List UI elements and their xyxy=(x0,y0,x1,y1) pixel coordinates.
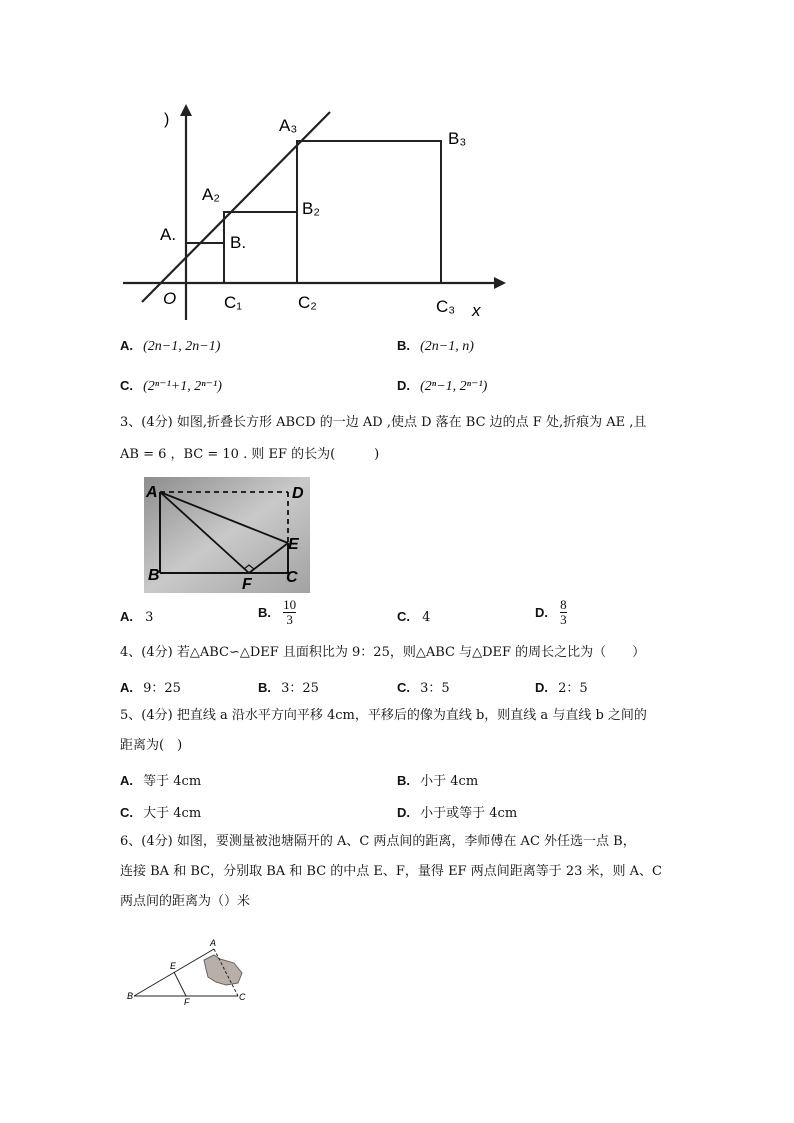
q5-option-c[interactable]: C. 大于 4cm xyxy=(120,805,202,821)
q2-option-a[interactable] xyxy=(120,338,220,355)
q3-stem-line1: 3、(4分) 如图,折叠长方形 ABCD 的一边 AD ,使点 D 落在 BC 边的点 F 处,折痕为 AE ,且 xyxy=(120,415,647,430)
q3-stem-line2: AB = 6 ，BC = 10 . 则 EF 的长为( ) xyxy=(120,447,380,462)
svg-text:A: A xyxy=(146,484,158,501)
label-x: x xyxy=(472,301,481,320)
svg-text:E: E xyxy=(170,961,177,971)
option-letter: D. xyxy=(397,378,410,393)
label-o: O xyxy=(163,289,177,308)
option-text: (2ⁿ⁻¹+1, 2ⁿ⁻¹) xyxy=(143,379,222,394)
x-axis-arrow xyxy=(494,277,506,289)
svg-text:C: C xyxy=(286,569,298,586)
label-c1: C₁ xyxy=(224,293,243,312)
q2-option-c[interactable] xyxy=(120,378,222,395)
q5-option-b[interactable]: B. 小于 4cm xyxy=(397,773,479,789)
option-text: (2n−1, n) xyxy=(420,339,474,354)
q4-option-b[interactable]: B. 3：25 xyxy=(258,680,319,696)
option-letter: B. xyxy=(397,338,410,353)
q3-option-d[interactable]: D. $\frac{8}{3}$ xyxy=(535,597,567,627)
q4-option-d[interactable]: D. 2：5 xyxy=(535,680,588,696)
q2-option-b[interactable] xyxy=(397,338,474,355)
svg-text:F: F xyxy=(242,576,252,593)
label-b3: B₃ xyxy=(448,129,467,148)
q2-coordinate-figure xyxy=(118,100,508,330)
q6-stem-line3: 两点间的距离为（）米 xyxy=(120,894,251,909)
label-a3: A₃ xyxy=(279,116,298,135)
svg-text:F: F xyxy=(184,997,190,1007)
svg-text:A: A xyxy=(210,938,217,948)
q5-stem-line1: 5、(4分) 把直线 a 沿水平方向平移 4cm，平移后的像为直线 b，则直线 a 与直线 b 之间的 xyxy=(120,708,647,723)
q3-option-a[interactable]: A. 3 xyxy=(120,609,154,625)
label-c3: C₃ xyxy=(436,297,456,316)
label-c2: C₂ xyxy=(298,293,317,312)
fraction: $\frac{8}{3}$ xyxy=(560,597,567,627)
q3-option-b[interactable]: B. $\frac{10}{3}$ xyxy=(258,597,297,627)
label-b1: B. xyxy=(230,233,247,252)
svg-text:B: B xyxy=(148,567,160,584)
label-a1: A. xyxy=(160,225,177,244)
q6-stem-line1: 6、(4分) 如图，要测量被池塘隔开的 A、C 两点间的距离，李师傅在 AC 外任选一点 B， xyxy=(120,834,636,849)
option-text: (2n−1, 2n−1) xyxy=(143,339,221,354)
q3-option-c[interactable]: C. 4 xyxy=(397,609,431,625)
svg-text:E: E xyxy=(288,536,299,553)
label-y: ) xyxy=(164,111,170,128)
q6-stem-line2: 连接 BA 和 BC，分别取 BA 和 BC 的中点 E、F，量得 EF 两点间距离等于 23 米，则 A、C xyxy=(120,864,662,879)
fraction: $\frac{10}{3}$ xyxy=(283,597,297,627)
q2-option-d[interactable] xyxy=(397,378,487,395)
option-letter: A. xyxy=(120,338,133,353)
q5-stem-line2: 距离为( ) xyxy=(120,738,183,753)
q5-option-a[interactable]: A. 等于 4cm xyxy=(120,773,202,789)
q4-stem: 4、(4分) 若△ABC∽△DEF 且面积比为 9：25，则△ABC 与△DEF 的周长之比为（ ） xyxy=(120,645,646,660)
svg-text:B: B xyxy=(127,991,134,1001)
option-letter: C. xyxy=(120,378,133,393)
pond-shape xyxy=(204,955,242,985)
square-1 xyxy=(186,243,224,283)
q4-option-c[interactable]: C. 3：5 xyxy=(397,680,450,696)
label-a2: A₂ xyxy=(202,185,220,204)
label-b2: B₂ xyxy=(302,199,320,218)
svg-text:C: C xyxy=(239,992,246,1002)
option-text: (2ⁿ−1, 2ⁿ⁻¹) xyxy=(420,379,488,394)
q5-option-d[interactable]: D. 小于或等于 4cm xyxy=(397,805,518,821)
q3-rectangle-photo xyxy=(144,477,310,593)
q4-option-a[interactable]: A. 9：25 xyxy=(120,680,181,696)
y-axis-arrow xyxy=(180,104,192,116)
q6-pond-figure xyxy=(122,935,262,1010)
svg-text:D: D xyxy=(292,485,304,502)
